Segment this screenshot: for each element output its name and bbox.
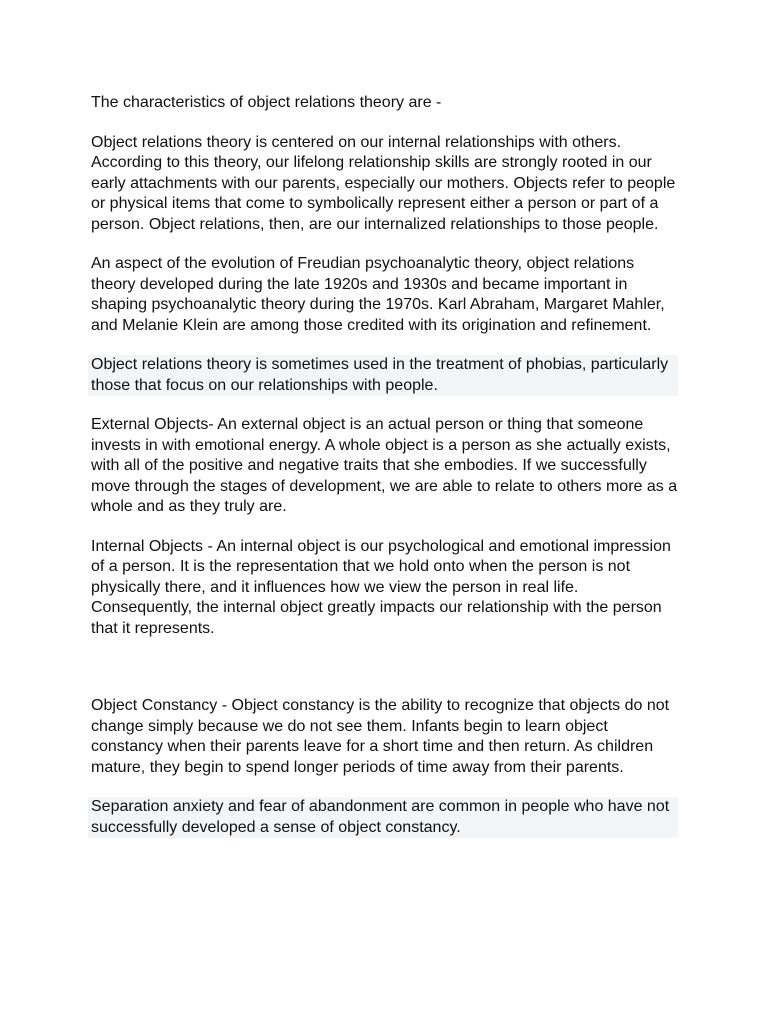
- document-body: [91, 93, 683, 857]
- document-heading: The characteristics of object relations theory are -: [91, 94, 442, 111]
- blank-spacer: [91, 658, 683, 696]
- paragraph-object-constancy: Object Constancy - Object constancy is the ability to recognize that objects do not change simply because we do not see them. Infants begin to learn object constancy when their parents leave for a short time and then return. As children mature, they begin to spend longer periods of time away from their parents.: [91, 697, 670, 776]
- paragraph-external-objects: External Objects- An external object is an actual person or thing that someone invests in with emotional energy. A whole object is a person as she actually exists, with all of the positive and negative traits that she embodies. If we successfully move through the stages of development, we are able to relate to others more as a whole and as they truly are.: [91, 416, 678, 515]
- paragraph-phobias-highlighted: Object relations theory is sometimes used in the treatment of phobias, particularly those that focus on our relationships with people.: [88, 355, 678, 396]
- paragraph-separation-anxiety-highlighted: Separation anxiety and fear of abandonment are common in people who have not successfully developed a sense of object constancy.: [88, 797, 678, 838]
- paragraph-freudian-evolution: An aspect of the evolution of Freudian psychoanalytic theory, object relations theory developed during the late 1920s and 1930s and became important in shaping psychoanalytic theory during the 1970s. Karl Abraham, Margaret Mahler, and Melanie Klein are among those credited with its origination and refinement.: [91, 255, 665, 334]
- paragraph-internal-objects: Internal Objects - An internal object is our psychological and emotional impression of a person. It is the representation that we hold onto when the person is not physically there, and it influences how we view the person in real life. Consequently, the internal object greatly impacts our relationship with the person that it represents.: [91, 537, 671, 637]
- paragraph-object-relations-intro: Object relations theory is centered on our internal relationships with others. According to this theory, our lifelong relationship skills are strongly rooted in our early attachments with our parents, especially our mothers. Objects refer to people or physical items that come to symbolically represent either a person or part of a person. Object relations, then, are our internalized relationships to those people.: [91, 133, 676, 233]
